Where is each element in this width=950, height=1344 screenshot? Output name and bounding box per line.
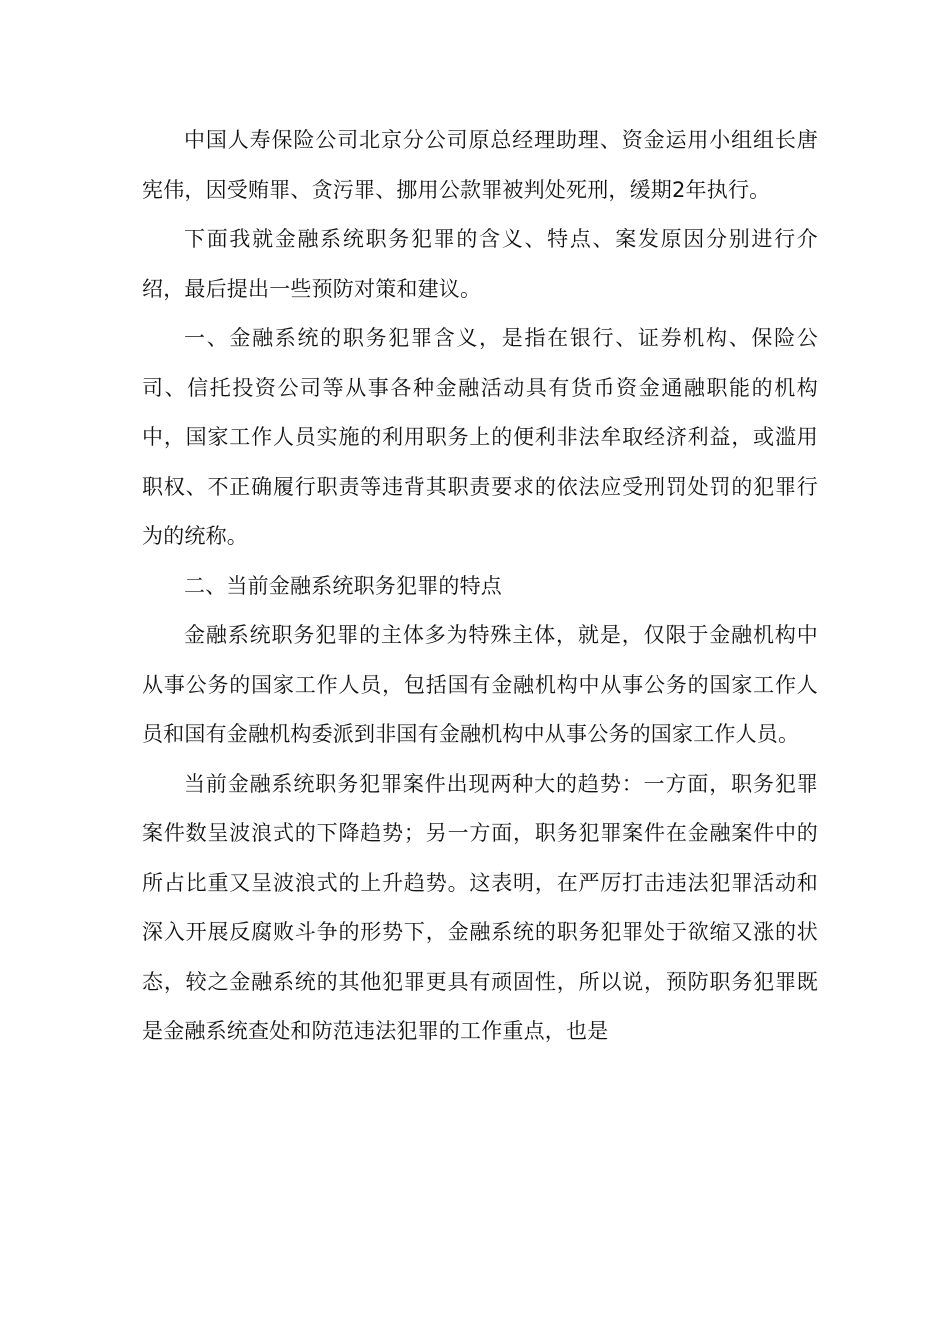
document-body (142, 116, 818, 1057)
paragraph-subject: 金融系统职务犯罪的主体多为特殊主体，就是，仅限于金融机构中从事公务的国家工作人员，包括国有金融机构中从事公务的国家工作人员和国有金融机构委派到非国有金融机构中从事公务的国家工作人员。 (142, 623, 818, 746)
paragraph-case-intro: 中国人寿保险公司北京分公司原总经理助理、资金运用小组组长唐宪伟，因受贿罪、贪污罪、挪用公款罪被判处死刑，缓期2年执行。 (142, 128, 818, 202)
section-heading-characteristics: 二、当前金融系统职务犯罪的特点 (184, 573, 502, 598)
paragraph-definition: 一、金融系统的职务犯罪含义，是指在银行、证券机构、保险公司、信托投资公司等从事各种金融活动具有货币资金通融职能的机构中，国家工作人员实施的利用职务上的便利非法牟取经济利益，或滥用职权、不正确履行职责等违背其职责要求的依法应受刑罚处罚的犯罪行为的统称。 (142, 326, 818, 548)
paragraph-trends: 当前金融系统职务犯罪案件出现两种大的趋势：一方面，职务犯罪案件数呈波浪式的下降趋势；另一方面，职务犯罪案件在金融案件中的所占比重又呈波浪式的上升趋势。这表明，在严厉打击违法犯罪活动和深入开展反腐败斗争的形势下，金融系统的职务犯罪处于欲缩又涨的状态，较之金融系统的其他犯罪更具有顽固性，所以说，预防职务犯罪既是金融系统查处和防范违法犯罪的工作重点，也是 (142, 771, 818, 1043)
paragraph-outline: 下面我就金融系统职务犯罪的含义、特点、案发原因分别进行介绍，最后提出一些预防对策和建议。 (142, 227, 818, 301)
